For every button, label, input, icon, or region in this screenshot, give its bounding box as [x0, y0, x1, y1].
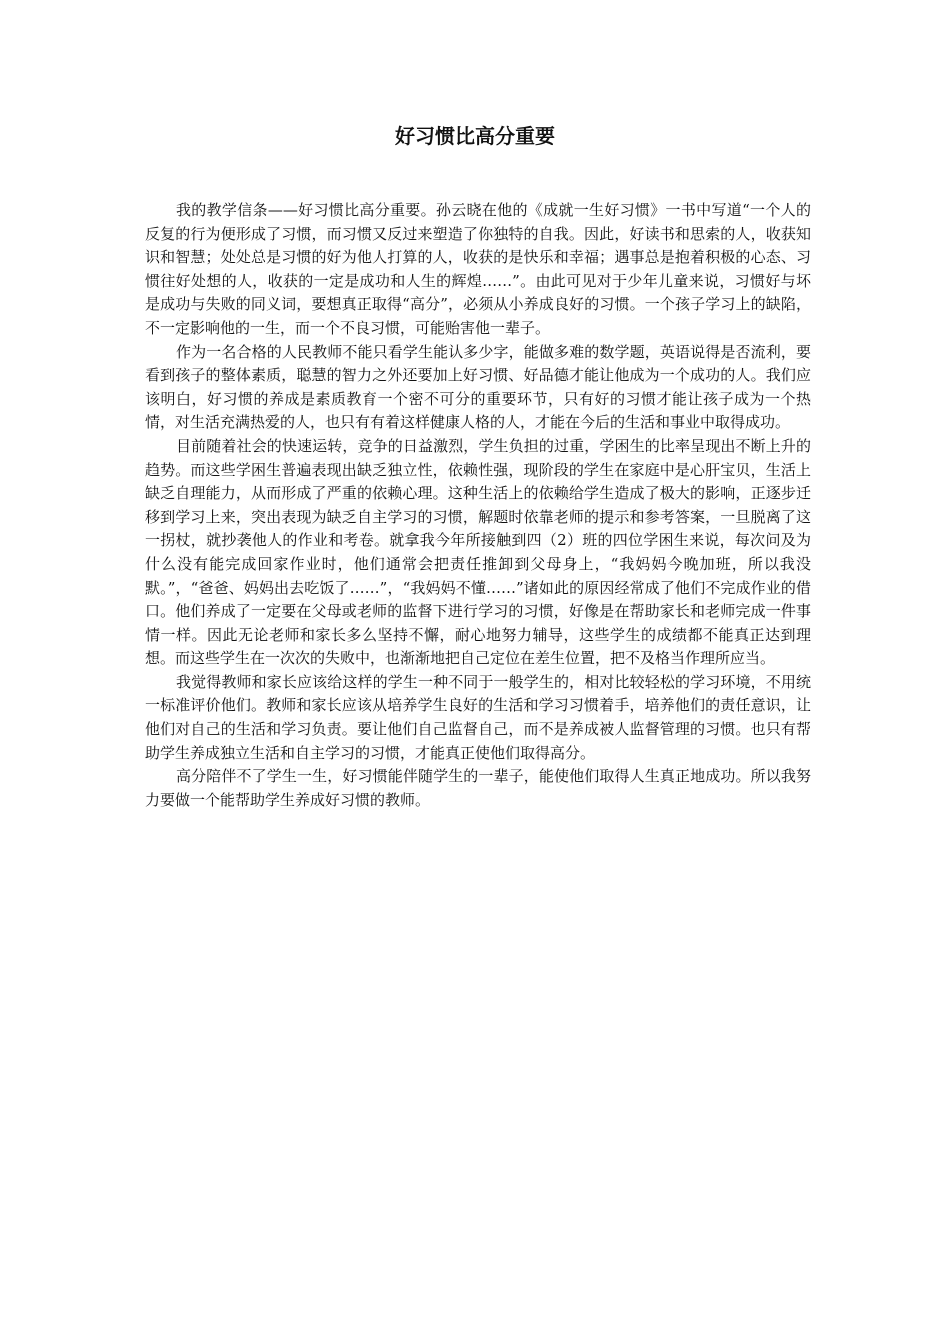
paragraph: 高分陪伴不了学生一生，好习惯能伴随学生的一辈子，能使他们取得人生真正地成功。所以我努力要做一个能帮助学生养成好习惯的教师。: [145, 767, 811, 809]
document-title: 好习惯比高分重要: [395, 124, 555, 148]
paragraph: 我觉得教师和家长应该给这样的学生一种不同于一般学生的，相对比较轻松的学习环境，不用统一标准评价他们。教师和家长应该从培养学生良好的生活和学习习惯着手，培养他们的责任意识，让他们对自己的生活和学习负责。要让他们自己监督自己，而不是养成被人监督管理的习惯。也只有帮助学生养成独立生活和自主学习的习惯，才能真正使他们取得高分。: [145, 672, 811, 762]
paragraph: 我的教学信条——好习惯比高分重要。孙云晓在他的《成就一生好习惯》一书中写道“一个人的反复的行为便形成了习惯，而习惯又反过来塑造了你独特的自我。因此，好读书和思索的人，收获知识和智慧；处处总是习惯的好为他人打算的人，收获的是快乐和幸福；遇事总是抱着积极的心态、习惯往好处想的人，收获的一定是成功和人生的辉煌……”。由此可见对于少年儿童来说，习惯好与坏是成功与失败的同义词，要想真正取得“高分”，必须从小养成良好的习惯。一个孩子学习上的缺陷，不一定影响他的一生，而一个不良习惯，可能贻害他一辈子。: [145, 201, 811, 337]
paragraph: 目前随着社会的快速运转，竞争的日益激烈，学生负担的过重，学困生的比率呈现出不断上升的趋势。而这些学困生普遍表现出缺乏独立性，依赖性强，现阶段的学生在家庭中是心肝宝贝，生活上缺乏自理能力，从而形成了严重的依赖心理。这种生活上的依赖给学生造成了极大的影响，正逐步迁移到学习上来，突出表现为缺乏自主学习的习惯，解题时依靠老师的提示和参考答案，一旦脱离了这一拐杖，就抄袭他人的作业和考卷。就拿我今年所接触到四（2）班的四位学困生来说，每次问及为什么没有能完成回家作业时，他们通常会把责任推卸到父母身上，“我妈妈今晚加班，所以我没默。”，“爸爸、妈妈出去吃饭了……”，“我妈妈不懂……”诸如此的原因经常成了他们不完成作业的借口。他们养成了一定要在父母或老师的监督下进行学习的习惯，好像是在帮助家长和老师完成一件事情一样。因此无论老师和家长多么坚持不懈，耐心地努力辅导，这些学生的成绩都不能真正达到理想。而这些学生在一次次的失败中，也渐渐地把自己定位在差生位置，把不及格当作理所应当。: [145, 436, 811, 668]
paragraph: 作为一名合格的人民教师不能只看学生能认多少字，能做多难的数学题，英语说得是否流利，要看到孩子的整体素质，聪慧的智力之外还要加上好习惯、好品德才能让他成为一个成功的人。我们应该明白，好习惯的养成是素质教育一个密不可分的重要环节，只有好的习惯才能让孩子成为一个热情，对生活充满热爱的人，也只有有着这样健康人格的人，才能在今后的生活和事业中取得成功。: [145, 342, 811, 432]
document-body: [145, 199, 811, 812]
